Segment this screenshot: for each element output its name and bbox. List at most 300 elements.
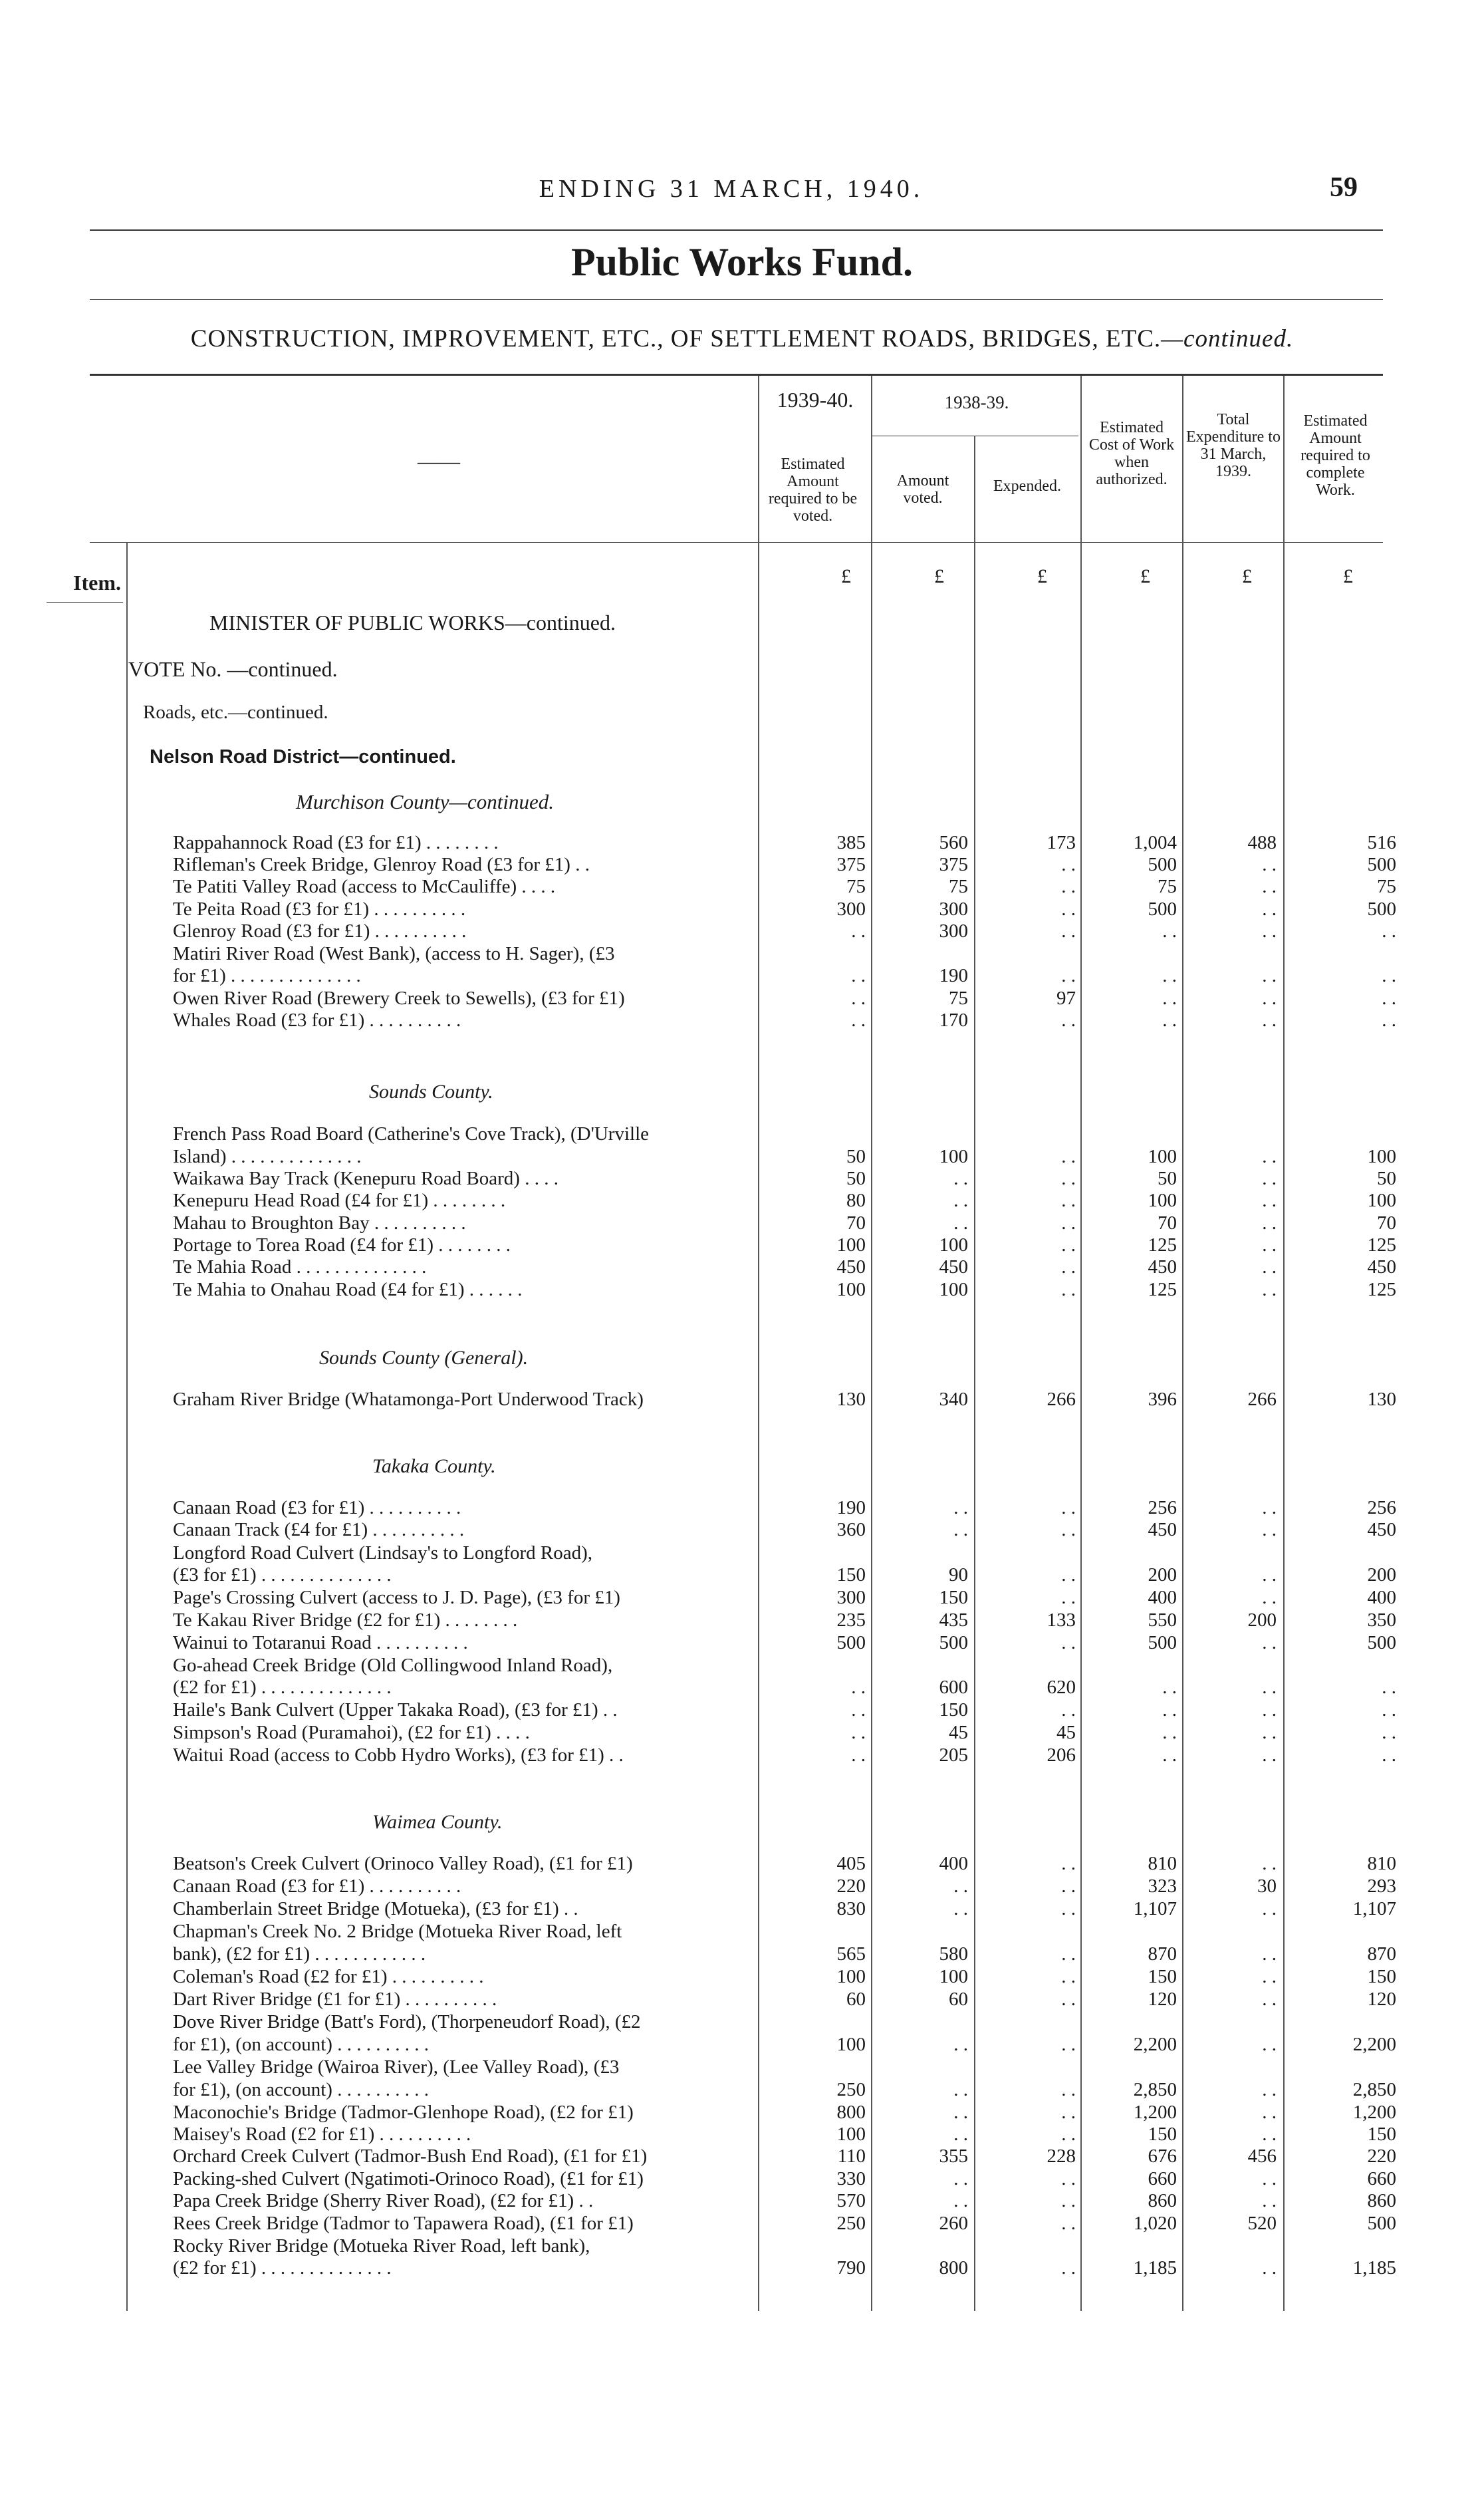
row-description: Graham River Bridge (Whatamonga-Port Underwood Track) [173,1389,644,1410]
row-value-c3: . . [1061,2034,1076,2055]
row-value-c4: . . [1162,1744,1177,1766]
row-value-c6: 450 [1367,1519,1396,1540]
row-value-c3: . . [1061,1497,1076,1518]
row-value-c5: 488 [1247,832,1277,853]
row-value-c5: . . [1262,1966,1277,1987]
row-description: Whales Road (£3 for £1) . . . . . . . . . . [173,1010,461,1031]
row-value-c1: 375 [836,854,866,875]
row-value-c1: 100 [836,2034,866,2055]
row-description: Rifleman's Creek Bridge, Glenroy Road (£3 for £1) . . [173,854,590,875]
row-value-c2: 300 [939,899,968,920]
row-value-c5: . . [1262,1519,1277,1540]
row-value-c6: 75 [1377,876,1396,897]
row-description: for £1), (on account) . . . . . . . . . . [173,2034,429,2055]
row-value-c3: . . [1061,920,1076,942]
pound-sign: £ [934,565,944,587]
row-value-c4: 125 [1148,1279,1177,1300]
row-value-c1: 150 [836,1564,866,1586]
row-value-c6: 2,850 [1352,2079,1396,2100]
row-value-c3: . . [1061,2257,1076,2279]
row-value-c4: 1,200 [1133,2102,1177,2123]
row-value-c5: 30 [1257,1876,1277,1897]
row-value-c3: . . [1061,1876,1076,1897]
row-value-c1: 790 [836,2257,866,2279]
year-1939-40: 1939-40. [777,388,854,412]
row-value-c5: . . [1262,1587,1277,1608]
row-value-c1: 75 [846,876,866,897]
row-value-c1: 220 [836,1876,866,1897]
row-value-c2: 340 [939,1389,968,1410]
row-value-c1: 50 [846,1168,866,1189]
row-value-c3: . . [1061,1587,1076,1608]
row-description: Rocky River Bridge (Motueka River Road, left bank), [173,2235,590,2257]
row-value-c1: 330 [836,2168,866,2189]
row-value-c4: 2,200 [1133,2034,1177,2055]
row-value-c6: 256 [1367,1497,1396,1518]
row-value-c1: 250 [836,2079,866,2100]
row-value-c3: 97 [1056,988,1076,1009]
row-value-c5: . . [1262,1722,1277,1743]
row-value-c3: . . [1061,1190,1076,1211]
row-value-c2: . . [953,2079,968,2100]
running-head: ENDING 31 MARCH, 1940. [539,175,924,203]
row-value-c6: 1,200 [1352,2102,1396,2123]
row-value-c1: 300 [836,1587,866,1608]
row-description: Rappahannock Road (£3 for £1) . . . . . . . . [173,832,499,853]
row-description: Matiri River Road (West Bank), (access to H. Sager), (£3 [173,943,615,964]
row-description: Waikawa Bay Track (Kenepuru Road Board) . . . . [173,1168,558,1189]
row-value-c2: 580 [939,1943,968,1965]
row-value-c2: 60 [949,1989,968,2010]
col-total-expenditure: Total Expenditure to 31 March, 1939. [1186,411,1281,480]
row-value-c2: 100 [939,1966,968,1987]
row-value-c4: 256 [1148,1497,1177,1518]
row-description: Portage to Torea Road (£4 for £1) . . . . . . . . [173,1234,511,1256]
row-description: Glenroy Road (£3 for £1) . . . . . . . . . . [173,920,467,942]
row-value-c2: 500 [939,1632,968,1653]
row-value-c6: 125 [1367,1234,1396,1256]
row-description: Dove River Bridge (Batt's Ford), (Thorpeneudorf Road), (£2 [173,2011,641,2032]
row-value-c6: 400 [1367,1587,1396,1608]
row-value-c1: 100 [836,1234,866,1256]
row-value-c1: 300 [836,899,866,920]
column-rule-2 [871,376,872,2311]
row-value-c1: 70 [846,1212,866,1234]
row-value-c5: . . [1262,899,1277,920]
roads-heading: Roads, etc.—continued. [143,702,328,723]
row-value-c1: . . [851,988,866,1009]
row-value-c2: 800 [939,2257,968,2279]
row-value-c5: . . [1262,1744,1277,1766]
row-description: Go-ahead Creek Bridge (Old Collingwood Inland Road), [173,1655,613,1676]
row-value-c6: 450 [1367,1256,1396,1278]
header-rule [90,229,1383,231]
row-value-c1: . . [851,965,866,986]
row-value-c5: 200 [1247,1609,1277,1631]
ministry-heading: MINISTER OF PUBLIC WORKS—continued. [209,611,616,634]
row-description: Owen River Road (Brewery Creek to Sewells), (£3 for £1) [173,988,625,1009]
row-value-c4: 150 [1148,2124,1177,2145]
row-value-c6: 70 [1377,1212,1396,1234]
row-value-c5: . . [1262,1234,1277,1256]
row-value-c6: 220 [1367,2146,1396,2167]
row-description: Canaan Track (£4 for £1) . . . . . . . . . . [173,1519,465,1540]
vote-heading: VOTE No. —continued. [128,657,338,681]
row-value-c4: . . [1162,1699,1177,1721]
row-value-c4: 50 [1158,1168,1177,1189]
row-value-c3: 266 [1047,1389,1076,1410]
row-value-c6: 2,200 [1352,2034,1396,2055]
row-value-c4: 100 [1148,1190,1177,1211]
row-value-c2: . . [953,1876,968,1897]
row-value-c3: 45 [1056,1722,1076,1743]
row-value-c5: . . [1262,2257,1277,2279]
column-rule-4 [1080,376,1082,2311]
row-value-c4: 500 [1148,854,1177,875]
row-description: Chamberlain Street Bridge (Motueka), (£3 for £1) . . [173,1898,578,1919]
row-value-c4: 125 [1148,1234,1177,1256]
row-value-c2: 150 [939,1587,968,1608]
row-value-c2: . . [953,2168,968,2189]
row-value-c3: 173 [1047,832,1076,853]
row-value-c3: . . [1061,2102,1076,2123]
row-value-c5: . . [1262,1146,1277,1167]
row-value-c3: . . [1061,854,1076,875]
row-description: (£2 for £1) . . . . . . . . . . . . . . [173,1677,392,1698]
row-value-c2: . . [953,1497,968,1518]
row-value-c4: . . [1162,965,1177,986]
row-value-c5: . . [1262,965,1277,986]
column-rule-3 [974,436,975,2311]
row-value-c4: 500 [1148,1632,1177,1653]
row-value-c6: 200 [1367,1564,1396,1586]
table-header-bottom-rule [90,542,1383,543]
pound-sign: £ [841,565,851,587]
row-value-c2: . . [953,2190,968,2211]
row-value-c2: 400 [939,1853,968,1874]
row-value-c2: . . [953,1898,968,1919]
row-value-c3: . . [1061,1212,1076,1234]
row-value-c5: . . [1262,1853,1277,1874]
row-description: (£3 for £1) . . . . . . . . . . . . . . [173,1564,392,1586]
row-description: Lee Valley Bridge (Wairoa River), (Lee Valley Road), (£3 [173,2056,620,2078]
row-value-c6: 100 [1367,1146,1396,1167]
row-value-c4: 200 [1148,1564,1177,1586]
row-value-c3: . . [1061,1853,1076,1874]
row-value-c4: 500 [1148,899,1177,920]
row-value-c2: 560 [939,832,968,853]
description-column-dash: —— [418,449,460,473]
row-description: Papa Creek Bridge (Sherry River Road), (£2 for £1) . . [173,2190,594,2211]
row-value-c5: . . [1262,1632,1277,1653]
row-value-c4: 660 [1148,2168,1177,2189]
row-value-c5: . . [1262,1699,1277,1721]
row-value-c6: 870 [1367,1943,1396,1965]
row-value-c5: . . [1262,854,1277,875]
row-value-c5: . . [1262,1564,1277,1586]
row-value-c2: 190 [939,965,968,986]
row-value-c4: 1,020 [1133,2213,1177,2234]
row-description: Wainui to Totaranui Road . . . . . . . . . . [173,1632,468,1653]
row-value-c4: 75 [1158,876,1177,897]
row-value-c4: 400 [1148,1587,1177,1608]
pound-sign: £ [1037,565,1047,587]
row-value-c4: 396 [1148,1389,1177,1410]
row-value-c5: 456 [1247,2146,1277,2167]
row-value-c6: 120 [1367,1989,1396,2010]
row-value-c3: . . [1061,1010,1076,1031]
row-value-c5: . . [1262,1010,1277,1031]
pound-sign: £ [1343,565,1353,587]
item-column-rule [126,542,128,2311]
row-value-c3: . . [1061,1234,1076,1256]
row-value-c2: 260 [939,2213,968,2234]
row-value-c1: . . [851,920,866,942]
table-top-rule [90,374,1383,376]
row-value-c4: 100 [1148,1146,1177,1167]
row-value-c6: . . [1382,1744,1396,1766]
row-description: Maisey's Road (£2 for £1) . . . . . . . . . . [173,2124,471,2145]
row-value-c6: 500 [1367,2213,1396,2234]
row-value-c1: 500 [836,1632,866,1653]
row-description: French Pass Road Board (Catherine's Cove Track), (D'Urville [173,1123,649,1145]
title-rule [90,299,1383,300]
row-value-c4: 323 [1148,1876,1177,1897]
row-description: Longford Road Culvert (Lindsay's to Longford Road), [173,1542,593,1564]
row-value-c3: . . [1061,1989,1076,2010]
row-value-c6: 810 [1367,1853,1396,1874]
row-value-c6: 125 [1367,1279,1396,1300]
row-value-c5: . . [1262,1898,1277,1919]
pound-sign: £ [1140,565,1150,587]
row-value-c4: . . [1162,1677,1177,1698]
row-value-c5: . . [1262,1279,1277,1300]
row-value-c2: 100 [939,1146,968,1167]
row-description: Haile's Bank Culvert (Upper Takaka Road), (£3 for £1) . . [173,1699,618,1721]
row-value-c4: 676 [1148,2146,1177,2167]
row-value-c2: 205 [939,1744,968,1766]
row-value-c5: 266 [1247,1389,1277,1410]
row-description: Canaan Road (£3 for £1) . . . . . . . . . . [173,1876,461,1897]
row-value-c4: 120 [1148,1989,1177,2010]
row-description: Simpson's Road (Puramahoi), (£2 for £1) . . . . [173,1722,530,1743]
row-value-c1: 130 [836,1389,866,1410]
column-rule-6 [1283,376,1285,2311]
row-value-c3: 228 [1047,2146,1076,2167]
row-description: Packing-shed Culvert (Ngatimoti-Orinoco Road), (£1 for £1) [173,2168,644,2189]
row-value-c5: . . [1262,1190,1277,1211]
row-value-c2: 90 [949,1564,968,1586]
row-value-c5: . . [1262,1168,1277,1189]
row-value-c3: . . [1061,1564,1076,1586]
row-description: Te Peita Road (£3 for £1) . . . . . . . . . . [173,899,466,920]
row-value-c1: . . [851,1722,866,1743]
row-value-c2: 75 [949,876,968,897]
row-description: Rees Creek Bridge (Tadmor to Tapawera Road), (£1 for £1) [173,2213,634,2234]
row-description: Chapman's Creek No. 2 Bridge (Motueka River Road, left [173,1921,622,1942]
row-value-c4: . . [1162,1722,1177,1743]
row-value-c3: 620 [1047,1677,1076,1698]
row-value-c1: 50 [846,1146,866,1167]
row-value-c4: 150 [1148,1966,1177,1987]
row-value-c6: 1,185 [1352,2257,1396,2279]
item-underline [47,602,123,603]
row-value-c2: 450 [939,1256,968,1278]
row-value-c4: 810 [1148,1853,1177,1874]
row-value-c2: . . [953,2102,968,2123]
row-value-c1: 360 [836,1519,866,1540]
row-description: Island) . . . . . . . . . . . . . . [173,1146,362,1167]
row-value-c3: . . [1061,1632,1076,1653]
row-description: Te Kakau River Bridge (£2 for £1) . . . . . . . . [173,1609,518,1631]
row-value-c1: 110 [837,2146,866,2167]
row-value-c3: . . [1061,1898,1076,1919]
row-value-c3: . . [1061,1256,1076,1278]
col-expended: Expended. [993,478,1061,495]
row-value-c4: 450 [1148,1256,1177,1278]
row-value-c1: 100 [836,2124,866,2145]
row-value-c6: . . [1382,920,1396,942]
row-value-c5: . . [1262,2034,1277,2055]
row-value-c5: . . [1262,876,1277,897]
row-description: Waitui Road (access to Cobb Hydro Works), (£3 for £1) . . [173,1744,624,1766]
row-value-c2: . . [953,1212,968,1234]
row-value-c5: 520 [1247,2213,1277,2234]
row-value-c3: 133 [1047,1609,1076,1631]
row-value-c1: . . [851,1010,866,1031]
row-value-c1: 570 [836,2190,866,2211]
row-value-c6: . . [1382,965,1396,986]
row-value-c2: 355 [939,2146,968,2167]
row-value-c6: 100 [1367,1190,1396,1211]
row-value-c2: . . [953,2124,968,2145]
row-value-c6: . . [1382,1677,1396,1698]
row-value-c1: 385 [836,832,866,853]
row-value-c5: . . [1262,1989,1277,2010]
col-estimated-amount: Estimated Amount required to be voted. [768,456,858,525]
row-value-c3: . . [1061,1168,1076,1189]
row-description: Beatson's Creek Culvert (Orinoco Valley Road), (£1 for £1) [173,1853,633,1874]
row-value-c5: . . [1262,1497,1277,1518]
row-value-c2: 45 [949,1722,968,1743]
row-value-c1: 100 [836,1966,866,1987]
row-value-c2: 435 [939,1609,968,1631]
row-value-c4: 550 [1148,1609,1177,1631]
row-value-c3: . . [1061,1966,1076,1987]
row-value-c1: . . [851,1677,866,1698]
row-value-c2: . . [953,2034,968,2055]
row-value-c5: . . [1262,2124,1277,2145]
murchison-heading: Murchison County—continued. [296,790,555,813]
row-value-c4: 870 [1148,1943,1177,1965]
row-value-c2: 300 [939,920,968,942]
row-value-c4: 450 [1148,1519,1177,1540]
row-value-c6: 500 [1367,899,1396,920]
page-number: 59 [1330,172,1358,203]
row-value-c2: . . [953,1190,968,1211]
row-value-c1: . . [851,1699,866,1721]
row-value-c4: 70 [1158,1212,1177,1234]
col-estimated-complete: Estimated Amount required to complete Work. [1300,412,1370,499]
row-description: Page's Crossing Culvert (access to J. D. Page), (£3 for £1) [173,1587,620,1608]
column-rule-1 [758,376,759,2311]
row-value-c5: . . [1262,2168,1277,2189]
waimea-heading: Waimea County. [372,1811,503,1833]
row-value-c6: 50 [1377,1168,1396,1189]
row-description: bank), (£2 for £1) . . . . . . . . . . . . [173,1943,426,1965]
row-value-c4: . . [1162,988,1177,1009]
item-label: Item. [73,571,121,595]
row-description: Te Patiti Valley Road (access to McCauliffe) . . . . [173,876,556,897]
row-value-c4: . . [1162,1010,1177,1031]
row-value-c6: 150 [1367,1966,1396,1987]
row-value-c5: . . [1262,1943,1277,1965]
row-value-c6: . . [1382,1699,1396,1721]
district-heading: Nelson Road District—continued. [150,746,456,767]
row-value-c6: 350 [1367,1609,1396,1631]
row-value-c4: 1,107 [1133,1898,1177,1919]
row-value-c4: 1,004 [1133,832,1177,853]
row-value-c3: . . [1061,2213,1076,2234]
section-title-text: CONSTRUCTION, IMPROVEMENT, ETC., OF SETTLEMENT ROADS, BRIDGES, ETC. [190,325,1162,352]
row-value-c4: 1,185 [1133,2257,1177,2279]
row-value-c4: 860 [1148,2190,1177,2211]
row-value-c3: . . [1061,1519,1076,1540]
row-description: Kenepuru Head Road (£4 for £1) . . . . . . . . [173,1190,506,1211]
row-value-c3: . . [1061,2079,1076,2100]
row-value-c2: . . [953,1168,968,1189]
row-value-c1: 830 [836,1898,866,1919]
row-value-c3: . . [1061,1146,1076,1167]
row-value-c3: . . [1061,876,1076,897]
row-value-c5: . . [1262,1212,1277,1234]
row-value-c3: . . [1061,2190,1076,2211]
section-title-suffix: —continued. [1161,325,1294,352]
row-description: (£2 for £1) . . . . . . . . . . . . . . [173,2257,392,2279]
row-value-c6: 660 [1367,2168,1396,2189]
row-value-c1: 405 [836,1853,866,1874]
row-value-c2: 600 [939,1677,968,1698]
row-description: Coleman's Road (£2 for £1) . . . . . . . . . . [173,1966,484,1987]
row-description: Te Mahia Road . . . . . . . . . . . . . . [173,1256,427,1278]
year-1938-39: 1938-39. [944,392,1009,412]
row-value-c3: . . [1061,1699,1076,1721]
column-rule-5 [1182,376,1183,2311]
row-value-c2: . . [953,1519,968,1540]
row-value-c3: . . [1061,1279,1076,1300]
row-description: Orchard Creek Culvert (Tadmor-Bush End Road), (£1 for £1) [173,2146,648,2167]
row-value-c1: 450 [836,1256,866,1278]
row-value-c6: 860 [1367,2190,1396,2211]
row-value-c5: . . [1262,988,1277,1009]
row-value-c1: . . [851,1744,866,1766]
row-value-c6: 293 [1367,1876,1396,1897]
row-value-c3: . . [1061,2168,1076,2189]
row-value-c3: . . [1061,2124,1076,2145]
row-value-c5: . . [1262,2102,1277,2123]
row-value-c6: . . [1382,1010,1396,1031]
col-amount-voted: Amount voted. [896,472,949,507]
sounds-general-heading: Sounds County (General). [319,1347,529,1369]
row-value-c2: 75 [949,988,968,1009]
row-description: Maconochie's Bridge (Tadmor-Glenhope Road), (£2 for £1) [173,2102,634,2123]
row-value-c2: 150 [939,1699,968,1721]
row-value-c6: 1,107 [1352,1898,1396,1919]
row-value-c4: 2,850 [1133,2079,1177,2100]
page-title: Public Works Fund. [570,240,914,284]
row-value-c5: . . [1262,1256,1277,1278]
row-value-c3: 206 [1047,1744,1076,1766]
